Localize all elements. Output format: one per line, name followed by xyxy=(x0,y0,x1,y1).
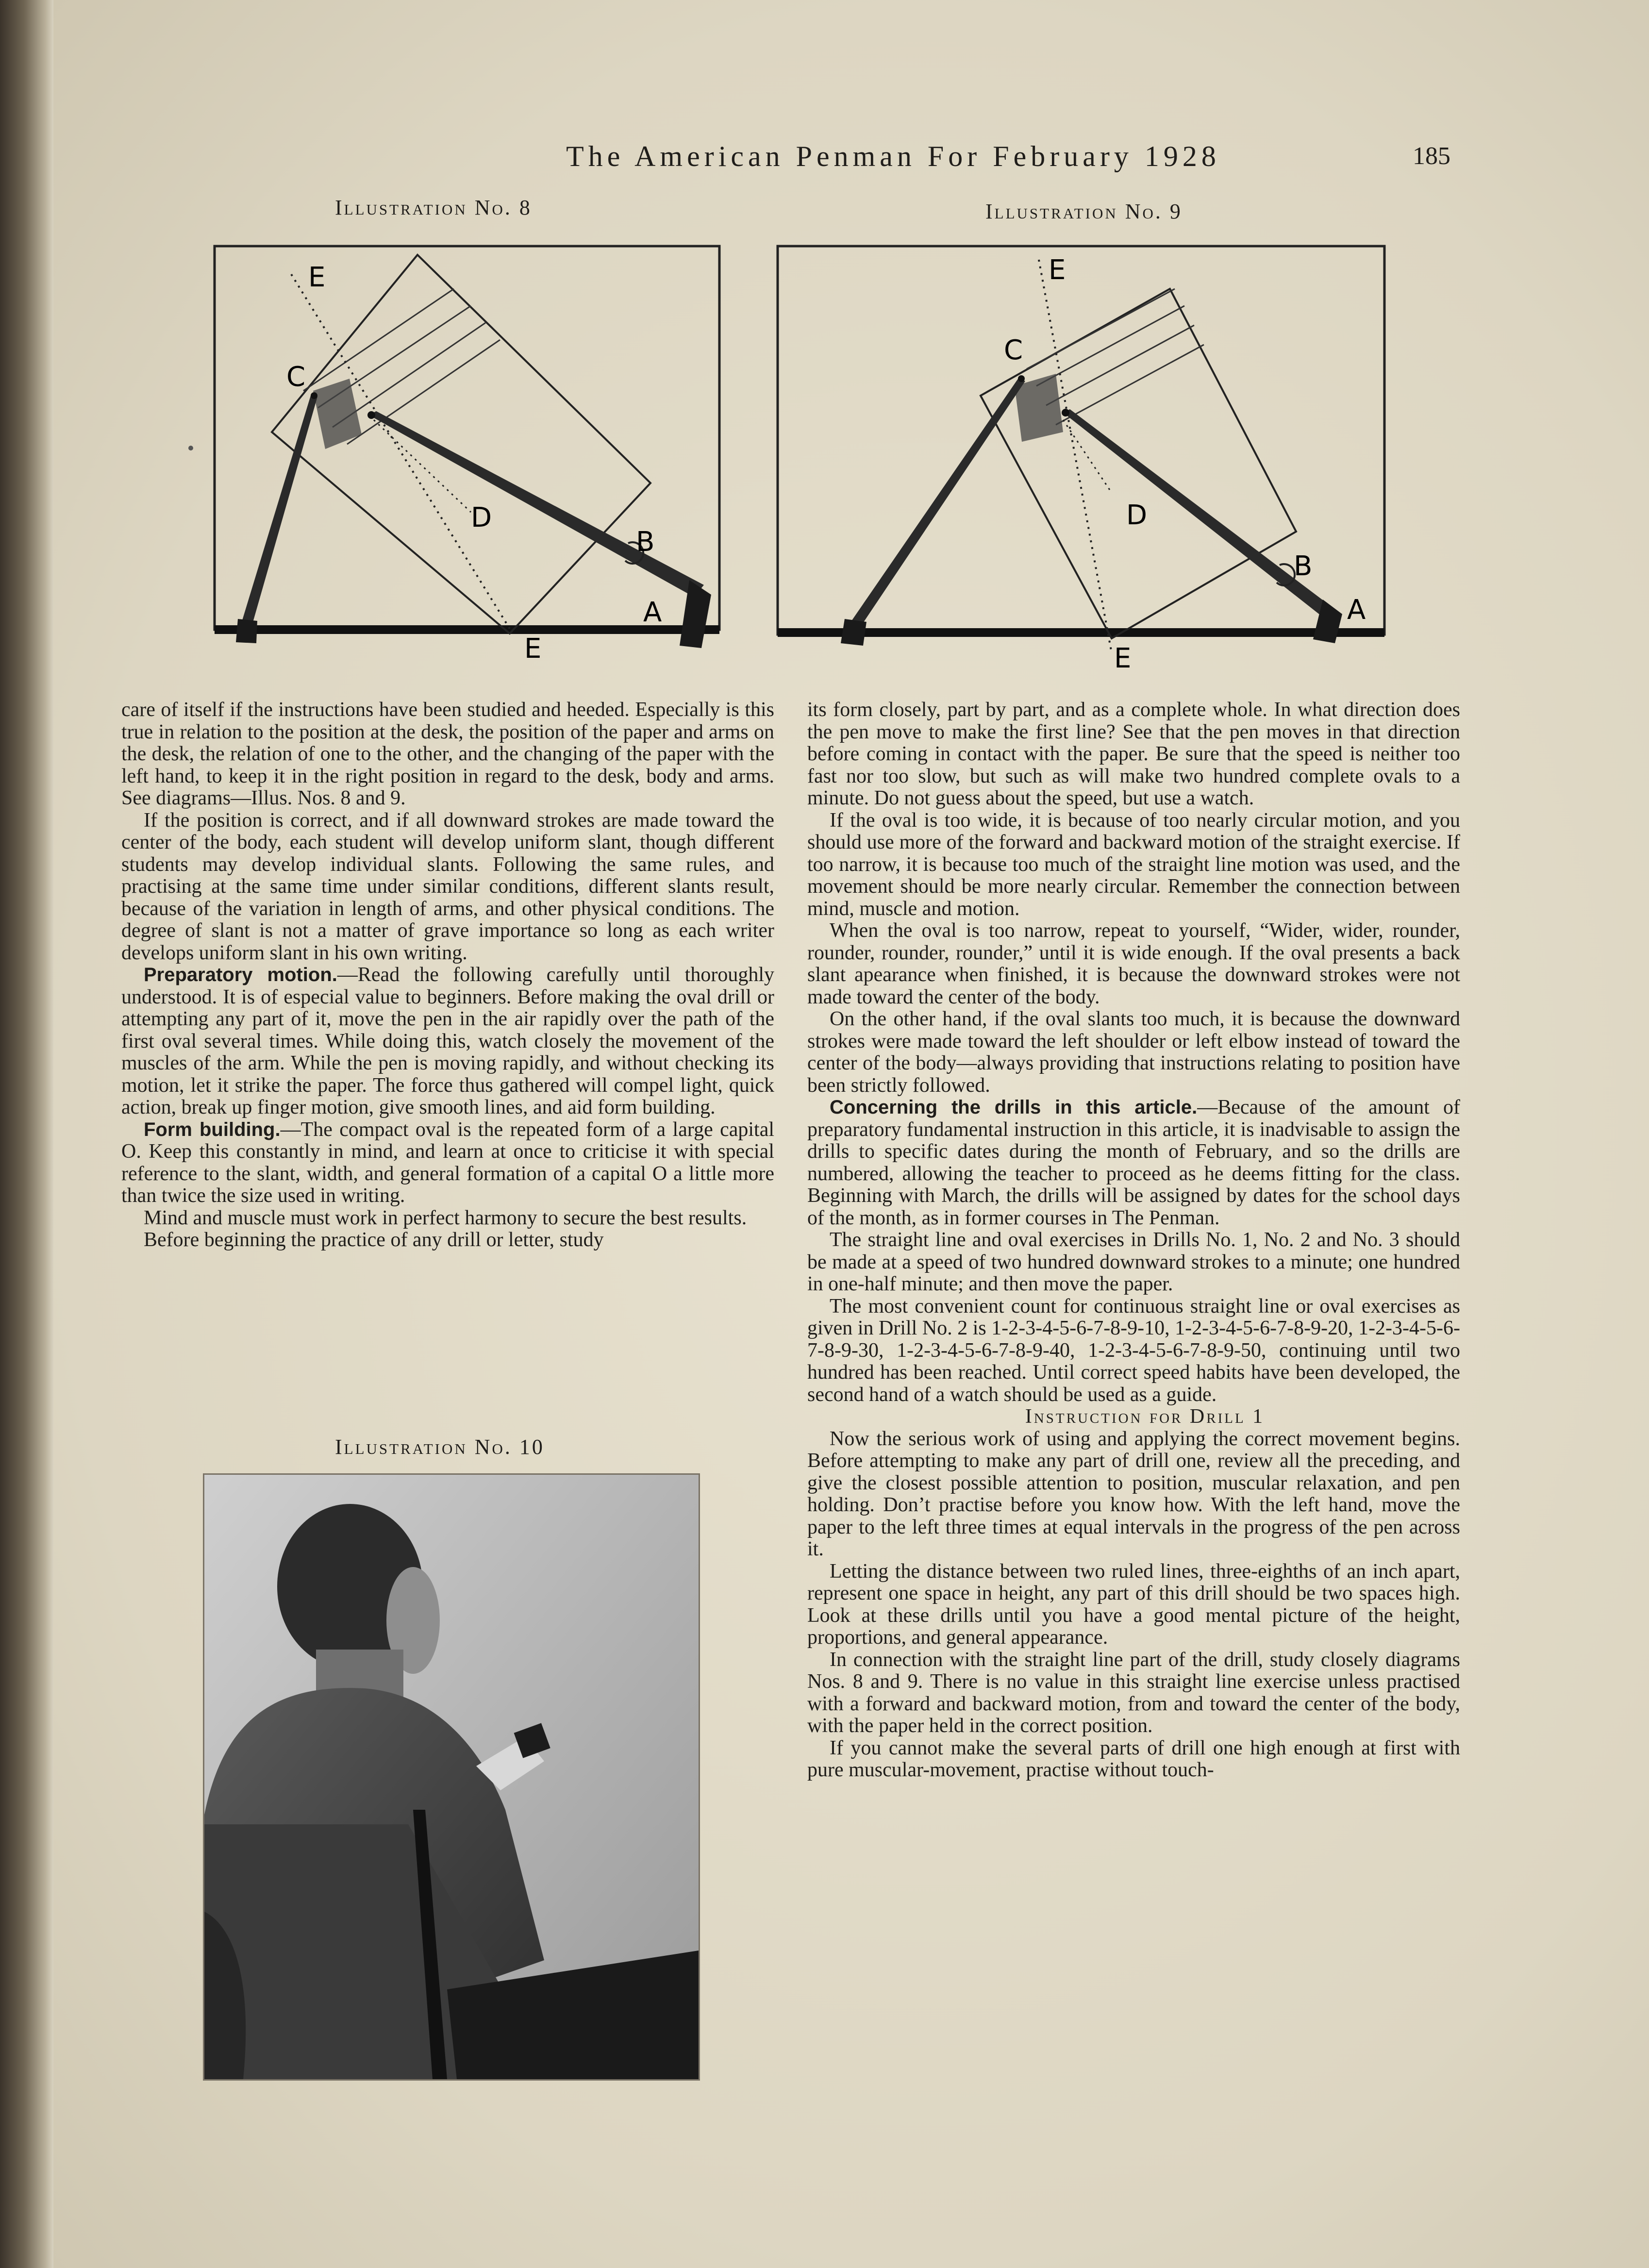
right-paragraph-2: If the oval is too wide, it is because of too nearly circular motion, and you should use more of the forward and backward motion of the straight exercise. If too narrow, it is because too much of the straight line motion was used, and the movement should be more nearly circular. Remember the connection between mind, muscle and motion. xyxy=(807,809,1460,920)
label-c: C xyxy=(286,361,306,393)
label-e-top: E xyxy=(308,262,326,293)
label-e-bottom: E xyxy=(524,633,542,665)
label-a: A xyxy=(643,597,662,628)
stray-dot xyxy=(188,446,193,450)
label-e-top: E xyxy=(1049,254,1066,286)
right-column xyxy=(807,699,1460,1782)
left-paragraph-3: Preparatory motion.—Read the following carefully until thoroughly understood. It is of especial value to beginners. Before making the oval drill or attempting any part of it, move the pen in the air rapidly over the path of the first oval several times. While doing this, watch closely the movement of the muscles of the arm. While the pen is moving rapidly, and without checking its motion, let it strike the paper. The force thus gathered will compel light, quick action, break up finger motion, give smooth lines, and aid form building. xyxy=(121,964,775,1118)
right-paragraph-7: The most convenient count for continuous straight line or oval exercises as given in Drill No. 2 is 1-2-3-4-5-6-7-8-9-10, 1-2-3-4-5-6-7-8-9-20, 1-2-3-4-5-6-7-8-9-30, 1-2-3-4-5-6-7-8-9-40, 1-2-3-4-5-6-7-8-9-50, continuing until two hundred has been reached. Until correct speed habits have been developed, the second hand of a watch should be used as a guide. xyxy=(807,1295,1460,1406)
left-column xyxy=(121,699,774,1251)
right-paragraph-6: The straight line and oval exercises in Drills No. 1, No. 2 and No. 3 should be made at a speed of two hundred downward strokes to a minute; one hundred in one-half minute; and then move the paper. xyxy=(807,1229,1460,1295)
right-paragraph-4: On the other hand, if the oval slants too much, it is because the downward strokes were made toward the left shoulder or left elbow instead of toward the center of the body—always providing that instructions relating to position have been strictly followed. xyxy=(807,1008,1460,1097)
right-paragraph-11: If you cannot make the several parts of drill one high enough at first with pure muscular-movement, practise without touch- xyxy=(807,1736,1460,1781)
right-paragraph-8: Now the serious work of using and applying the correct movement begins. Before attempting to make any part of drill one, review all the preceding, and give the closest possible attention to position, muscular relaxation, and pen holding. Don’t practise before you know how. With the left hand, move the paper to the left three times at equal intervals in the progress of the pen across it. xyxy=(807,1427,1460,1560)
label-d: D xyxy=(471,502,492,534)
label-a: A xyxy=(1347,594,1366,626)
photo-illustration-10 xyxy=(203,1473,700,2081)
left-paragraph-5: Mind and muscle must work in perfect harmony to secure the best results. xyxy=(144,1206,747,1229)
right-paragraph-10: In connection with the straight line part of the drill, study closely diagrams Nos. 8 and 9. There is no value in this straight line exercise unless practised with a forward and backward motion, from and toward the center of the body, with the paper held in the correct position. xyxy=(807,1648,1460,1737)
right-paragraph-5: Concerning the drills in this article.—Because of the amount of preparatory fundamental instruction in this article, it is inadvisable to assign the drills to specific dates during the month of February, and so the drills are numbered, allowing the teacher to proceed as he deems fitting for the class. Beginning with March, the drills will be assigned by dates for the school days of the month, as in former courses in The Penman. xyxy=(807,1096,1460,1229)
right-paragraph-1: its form closely, part by part, and as a complete whole. In what direction does the pen move to make the first line? See that the pen moves in that direction before coming in contact with the paper. Be sure that the speed is neither too fast nor too slow, but such as will make two hundred complete ovals to a minute. Do not guess about the speed, but use a watch. xyxy=(807,699,1460,809)
left-paragraph-6: Before beginning the practice of any drill or letter, study xyxy=(144,1229,604,1251)
page-number: 185 xyxy=(1413,142,1450,170)
caption-illustration-8: Illustration No. 8 xyxy=(335,196,532,219)
diagram-illustration-8 xyxy=(209,240,733,667)
right-paragraph-3: When the oval is too narrow, repeat to yourself, “Wider, wider, rounder, rounder, rounder, rounder,” until it is wide enough. If the oval presents a back slant apearance when finished, it is because the downward strokes were not made toward the center of the body. xyxy=(807,919,1460,1008)
caption-illustration-9: Illustration No. 9 xyxy=(985,200,1183,223)
label-b: B xyxy=(1294,550,1313,582)
lead-preparatory-motion: Preparatory motion. xyxy=(144,964,337,985)
book-binding-shadow xyxy=(0,0,53,2268)
lead-form-building: Form building. xyxy=(144,1118,281,1140)
left-paragraph-2: If the position is correct, and if all downward strokes are made toward the center of the body, each student will develop uniform slant, though different students may develop individual slants. Following the same rules, and practising at the same time under similar conditions, different slants result, because of the variation in length of arms, and other physical conditions. The degree of slant is not a matter of grave importance so long as each writer develops uniform slant in his own writing. xyxy=(121,809,774,964)
caption-illustration-10: Illustration No. 10 xyxy=(335,1435,545,1459)
right-paragraph-9: Letting the distance between two ruled lines, three-eighths of an inch apart, represent one space in height, any part of this drill should be two spaces high. Look at these drills until you have a good mental picture of the height, proportions, and general appearance. xyxy=(807,1560,1460,1649)
label-c: C xyxy=(1004,334,1023,366)
lead-concerning-drills: Concerning the drills in this article. xyxy=(830,1097,1198,1118)
left-paragraph-1: care of itself if the instructions have been studied and heeded. Especially is this true in relation to the position at the desk, the position of the paper and arms on the desk, the relation of one to the other, and the changing of the paper with the left hand, to keep it in the right position in regard to the desk, body and arms. See diagrams—Illus. Nos. 8 and 9. xyxy=(121,699,774,809)
label-b: B xyxy=(636,526,655,558)
subhead-instruction-drill-1: Instruction for Drill 1 xyxy=(1025,1405,1265,1428)
label-d: D xyxy=(1126,500,1148,531)
left-paragraph-4: Form building.—The compact oval is the repeated form of a large capital O. Keep this constantly in mind, and learn at once to criticise it with special reference to the slant, width, and general formation of a capital O a little more than twice the size used in writing. xyxy=(121,1118,775,1207)
label-e-bottom: E xyxy=(1114,643,1132,672)
diagram-illustration-9 xyxy=(772,240,1393,672)
running-header: The American Penman For February 1928 xyxy=(566,140,1220,172)
